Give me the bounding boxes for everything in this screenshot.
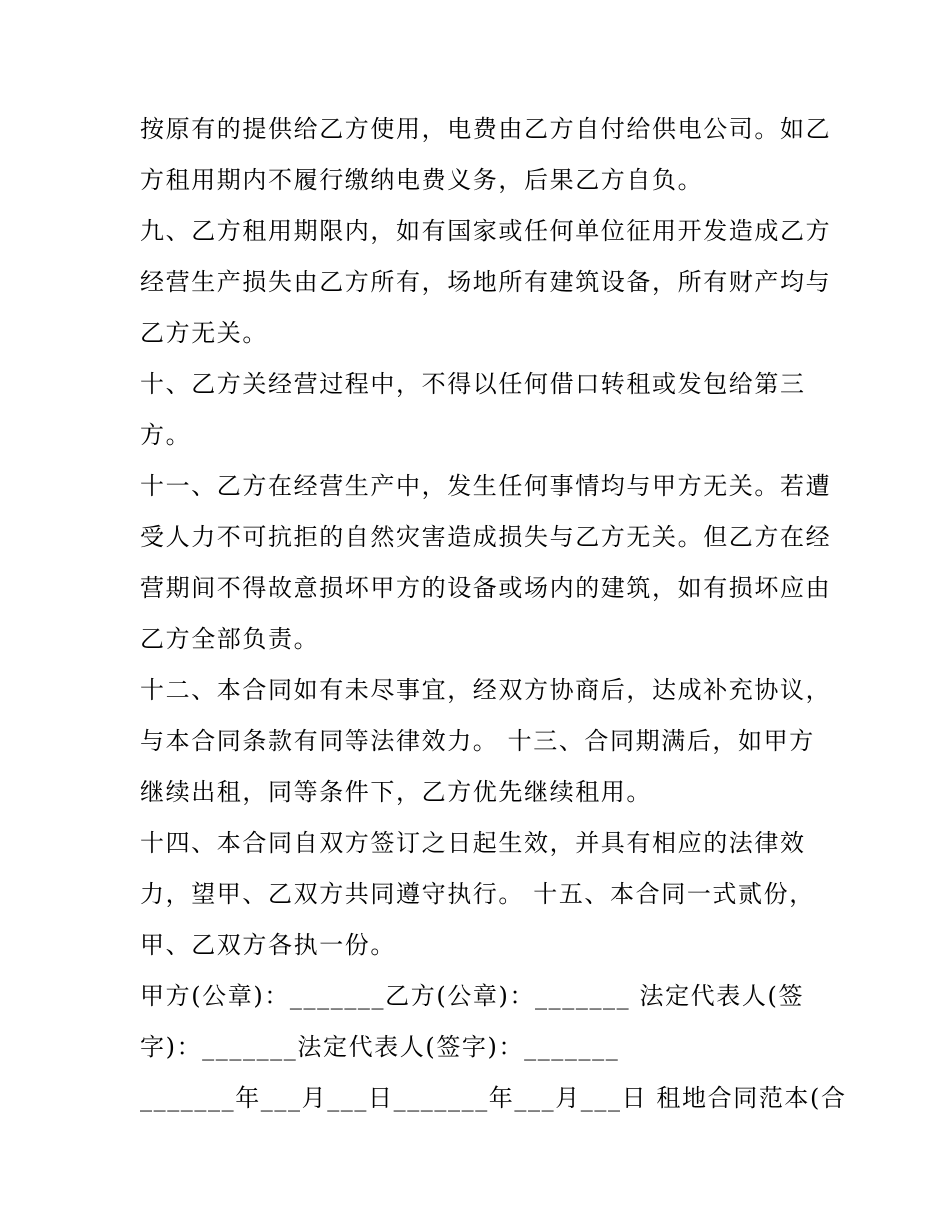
text-line: 九、乙方租用期限内，如有国家或任何单位征用开发造成乙方 [140, 217, 832, 245]
text-line: 甲、乙双方各执一份。 [140, 931, 396, 959]
text-line: 十四、本合同自双方签订之日起生效，并具有相应的法律效 [140, 829, 806, 857]
document-body [140, 104, 847, 1124]
text-line: 方。 [140, 421, 192, 449]
signature-line: 字)：_______法定代表人(签字)：_______ [140, 1033, 620, 1061]
text-line: 十一、乙方在经营生产中，发生任何事情均与甲方无关。若遭 [140, 472, 832, 500]
text-line: 经营生产损失由乙方所有，场地所有建筑设备，所有财产均与 [140, 268, 832, 296]
text-line: 乙方无关。 [140, 319, 268, 347]
text-line: 十二、本合同如有未尽事宜，经双方协商后，达成补充协议， [140, 676, 832, 704]
text-line: 乙方全部负责。 [140, 625, 320, 653]
text-line: 方租用期内不履行缴纳电费义务，后果乙方自负。 [140, 166, 704, 194]
text-line: 与本合同条款有同等法律效力。 十三、合同期满后，如甲方 [140, 727, 815, 755]
text-line: 继续出租，同等条件下，乙方优先继续租用。 [140, 778, 652, 806]
text-line: 十、乙方关经营过程中，不得以任何借口转租或发包给第三 [140, 370, 806, 398]
text-line: 受人力不可抗拒的自然灾害造成损失与乙方无关。但乙方在经 [140, 523, 832, 551]
text-line: 力，望甲、乙双方共同遵守执行。 十五、本合同一式贰份， [140, 880, 815, 908]
text-line: 营期间不得故意损坏甲方的设备或场内的建筑，如有损坏应由 [140, 574, 832, 602]
date-line: _______年___月___日_______年___月___日 租地合同范本(合 [140, 1084, 847, 1112]
text-line: 按原有的提供给乙方使用，电费由乙方自付给供电公司。如乙 [140, 115, 832, 143]
signature-line: 甲方(公章)：_______乙方(公章)：_______ 法定代表人(签 [140, 982, 805, 1010]
